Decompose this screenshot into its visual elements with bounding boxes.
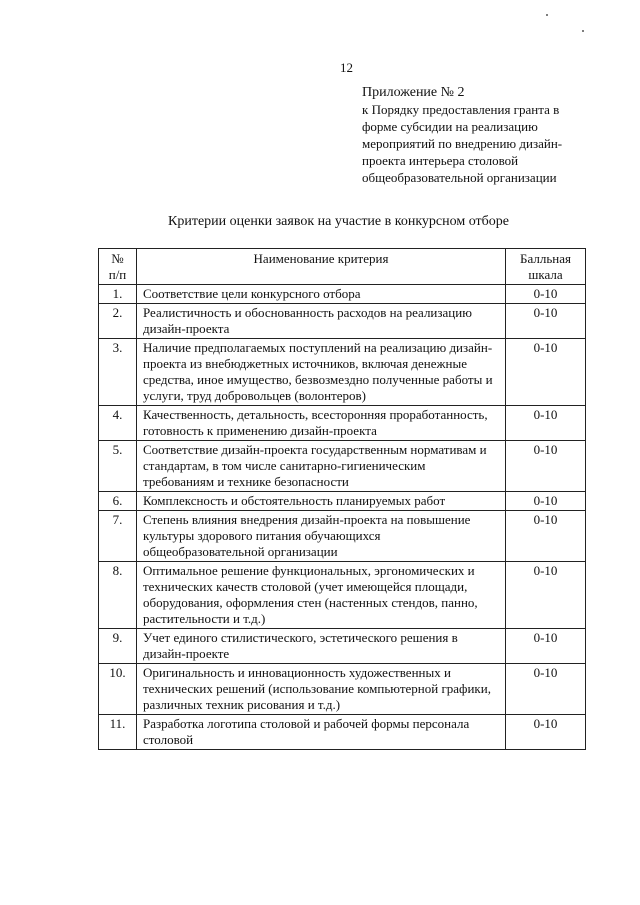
row-number: 10. [99,664,137,715]
table-row [99,304,586,339]
appendix-line: общеобразовательной организации [362,170,557,185]
row-score: 0-10 [506,406,586,441]
table-row [99,492,586,511]
row-score: 0-10 [506,492,586,511]
appendix-title: Приложение № 2 [362,85,465,100]
page-number: 12 [340,60,353,75]
document-title: Критерии оценки заявок на участие в конкурсном отборе [168,214,510,229]
row-score: 0-10 [506,629,586,664]
row-criterion: Оптимальное решение функциональных, эргономических и технических качеств столовой (учет имеющейся площади, оборудования, оформления стен (настенных стендов, панно, растительности и т.д.) [137,562,506,629]
row-criterion: Комплексность и обстоятельность планируемых работ [137,492,506,511]
header-criterion: Наименование критерия [137,249,506,285]
table-row [99,406,586,441]
table-row [99,285,586,304]
appendix-line: к Порядку предоставления гранта в [362,102,560,117]
row-criterion: Реалистичность и обоснованность расходов на реализацию дизайн-проекта [137,304,506,339]
table-row [99,664,586,715]
criteria-table [98,248,586,750]
row-number: 8. [99,562,137,629]
table-row [99,511,586,562]
header-score: Балльная шкала [506,249,586,285]
table-row [99,629,586,664]
row-criterion: Оригинальность и инновационность художественных и технических решений (использование компьютерной графики, различных техник рисования и т.д.) [137,664,506,715]
appendix-line: мероприятий по внедрению дизайн- [362,136,563,151]
appendix-block [362,84,602,186]
row-number: 4. [99,406,137,441]
scan-speck [546,14,548,16]
table-row [99,562,586,629]
row-number: 6. [99,492,137,511]
header-number: № п/п [99,249,137,285]
row-number: 11. [99,715,137,750]
row-score: 0-10 [506,715,586,750]
table-row [99,715,586,750]
row-criterion: Наличие предполагаемых поступлений на реализацию дизайн-проекта из внебюджетных источников, включая денежные средства, иное имущество, безвозмездно полученные работы и услуги, труд добровольцев (волонтеров) [137,339,506,406]
row-criterion: Соответствие цели конкурсного отбора [137,285,506,304]
row-score: 0-10 [506,562,586,629]
row-criterion: Разработка логотипа столовой и рабочей формы персонала столовой [137,715,506,750]
row-score: 0-10 [506,304,586,339]
table-header-row [99,249,586,285]
appendix-line: проекта интерьера столовой [362,153,519,168]
row-number: 9. [99,629,137,664]
appendix-line: форме субсидии на реализацию [362,119,538,134]
row-criterion: Учет единого стилистического, эстетического решения в дизайн-проекте [137,629,506,664]
scan-speck [582,30,584,32]
row-number: 2. [99,304,137,339]
row-score: 0-10 [506,511,586,562]
row-score: 0-10 [506,664,586,715]
row-number: 1. [99,285,137,304]
row-number: 5. [99,441,137,492]
row-score: 0-10 [506,339,586,406]
row-criterion: Степень влияния внедрения дизайн-проекта на повышение культуры здорового питания обучающихся общеобразовательной организации [137,511,506,562]
table-row [99,441,586,492]
row-criterion: Качественность, детальность, всесторонняя проработанность, готовность к применению дизайн-проекта [137,406,506,441]
row-score: 0-10 [506,441,586,492]
row-number: 7. [99,511,137,562]
row-number: 3. [99,339,137,406]
table-row [99,339,586,406]
row-criterion: Соответствие дизайн-проекта государственным нормативам и стандартам, в том числе санитарно-гигиеническим требованиям и технике безопасности [137,441,506,492]
row-score: 0-10 [506,285,586,304]
